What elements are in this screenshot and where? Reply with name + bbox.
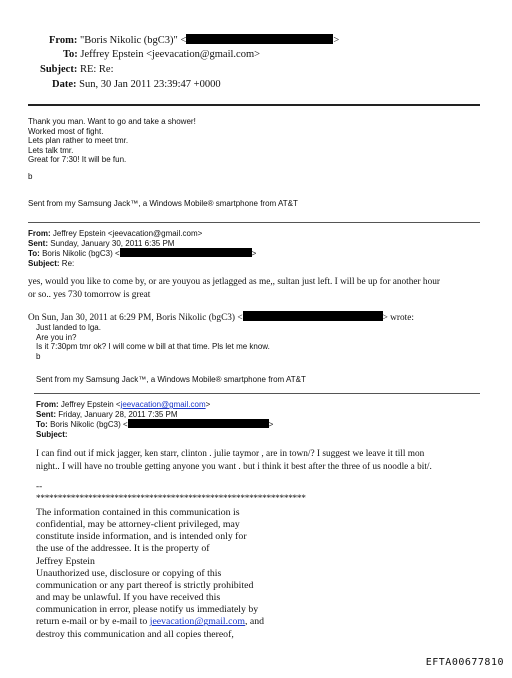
quoted1-from-row bbox=[28, 229, 256, 239]
quoted3-from-label: From: bbox=[36, 400, 59, 409]
quoted1-sent-label: Sent: bbox=[28, 238, 48, 248]
header-date-label: Date: bbox=[52, 79, 77, 90]
disclaimer-line: The information contained in this communication is bbox=[36, 507, 240, 518]
quoted1-subject-label: Subject: bbox=[28, 259, 60, 269]
quoted2-line: b bbox=[36, 351, 41, 361]
quoted3-sent-row bbox=[36, 410, 273, 420]
signature-dashes: -- bbox=[36, 482, 43, 492]
quoted1-subject-value: Re: bbox=[61, 259, 75, 269]
quoted2-line: Just landed to lga. bbox=[36, 323, 101, 332]
redaction-bar bbox=[186, 34, 333, 44]
quoted2-intro-text: On Sun, Jan 30, 2011 at 6:29 PM, Boris Nikolic (bgC3) < bbox=[28, 313, 243, 323]
quoted3-to-row bbox=[36, 419, 273, 430]
quote-divider-1 bbox=[28, 222, 480, 223]
header-from-value: "Boris Nikolic (bgC3)" < bbox=[80, 35, 187, 46]
quoted3-from-close: > bbox=[205, 400, 211, 409]
quoted3-subject-row bbox=[36, 430, 273, 440]
header-date-row bbox=[52, 79, 221, 90]
reply-signature: Sent from my Samsung Jack™, a Windows Mobile® smartphone from AT&T bbox=[28, 199, 298, 208]
header-subject-value: RE: Re: bbox=[79, 64, 114, 75]
quoted1-to-label: To: bbox=[28, 249, 40, 259]
quoted3-to-value: Boris Nikolic (bgC3) < bbox=[50, 420, 128, 430]
redaction-bar bbox=[243, 311, 383, 321]
redaction-bar bbox=[120, 248, 252, 257]
quoted2-line: Are you in? bbox=[36, 332, 77, 342]
quoted3-body bbox=[36, 448, 432, 473]
header-from-row bbox=[49, 34, 339, 46]
quoted1-body-line: yes, would you like to come by, or are youyou as jetlagged as me,, sultan just left. I will be up for another hour bbox=[28, 277, 440, 287]
quoted3-to-label: To: bbox=[36, 420, 48, 430]
quoted3-from-link[interactable]: jeevacation@gmail.com bbox=[120, 400, 206, 409]
quoted1-body bbox=[28, 276, 440, 301]
header-from-label: From: bbox=[49, 35, 78, 46]
reply-line: Lets talk tmr. bbox=[28, 145, 74, 155]
quoted3-sent-label: Sent: bbox=[36, 409, 56, 419]
header-subject-label: Subject: bbox=[40, 64, 78, 75]
reply-body bbox=[28, 117, 196, 165]
quoted1-subject-row bbox=[28, 259, 256, 269]
header-subject-row bbox=[40, 64, 114, 75]
quoted1-sent-row bbox=[28, 239, 256, 249]
quote-divider-2 bbox=[34, 393, 480, 394]
quoted2-body bbox=[36, 323, 270, 361]
disclaimer-line: confidential, may be attorney-client privileged, may bbox=[36, 519, 240, 531]
quoted3-from-row bbox=[36, 400, 273, 410]
quoted2-intro-close: > wrote: bbox=[382, 313, 414, 323]
quoted3-from-value: Jeffrey Epstein < bbox=[60, 400, 121, 409]
disclaimer-return-suffix: , and bbox=[244, 616, 265, 628]
quoted2-intro bbox=[28, 311, 414, 323]
disclaimer-line: communication in error, please notify us immediately by bbox=[36, 604, 259, 616]
quoted3-subject-label: Subject: bbox=[36, 430, 68, 440]
quoted1-to-value: Boris Nikolic (bgC3) < bbox=[42, 249, 120, 259]
quoted3-to-close: > bbox=[268, 420, 274, 430]
disclaimer-line: Unauthorized use, disclosure or copying of this bbox=[36, 567, 222, 579]
quoted2-signature: Sent from my Samsung Jack™, a Windows Mobile® smartphone from AT&T bbox=[36, 375, 306, 384]
disclaimer-line: constitute inside information, and is intended only for bbox=[36, 531, 247, 543]
redaction-bar bbox=[128, 419, 269, 428]
disclaimer-line: communication or any part thereof is strictly prohibited bbox=[36, 579, 254, 591]
quoted1-body-line: or so.. yes 730 tomorrow is great bbox=[28, 289, 151, 300]
quoted1-header bbox=[28, 229, 256, 269]
quoted3-header bbox=[36, 400, 273, 440]
reply-line: Great for 7:30! It will be fun. bbox=[28, 155, 127, 165]
reply-line: Thank you man. Want to go and take a shower! bbox=[28, 117, 196, 126]
disclaimer-line: and may be unlawful. If you have received this bbox=[36, 592, 221, 604]
quoted1-to-row bbox=[28, 248, 256, 259]
header-divider bbox=[28, 104, 480, 106]
disclaimer-text bbox=[36, 507, 264, 641]
quoted3-body-line: night.. I will have no trouble getting anyone you want . but i think it best after the three of us noodle a bit/. bbox=[36, 461, 432, 472]
quoted1-to-close: > bbox=[251, 249, 257, 259]
quoted1-sent-value: Sunday, January 30, 2011 6:35 PM bbox=[50, 238, 175, 248]
disclaimer-line: destroy this communication and all copies thereof, bbox=[36, 628, 234, 640]
disclaimer-stars: ************************************************************** bbox=[36, 494, 306, 504]
header-to-row bbox=[63, 49, 260, 60]
reply-line: Worked most of fight. bbox=[28, 126, 104, 136]
header-from-close: > bbox=[333, 35, 340, 46]
header-to-value: Jeffrey Epstein <jeevacation@gmail.com> bbox=[80, 49, 261, 60]
quoted3-sent-value: Friday, January 28, 2011 7:35 PM bbox=[58, 409, 178, 419]
quoted3-body-line: I can find out if mick jagger, ken starr, clinton . julie taymor , are in town/? I suggest we leave it till mon bbox=[36, 449, 425, 459]
header-date-value: Sun, 30 Jan 2011 23:39:47 +0000 bbox=[79, 79, 221, 90]
document-id: EFTA00677810 bbox=[425, 657, 504, 668]
quoted2-line: Is it 7:30pm tmr ok? I will come w bill at that time. Pls let me know. bbox=[36, 342, 270, 352]
quoted1-from-label: From: bbox=[28, 229, 51, 238]
disclaimer-email-link[interactable]: jeevacation@gmail.com bbox=[149, 616, 245, 628]
header-to-label: To: bbox=[63, 49, 78, 60]
quoted1-from-value: Jeffrey Epstein <jeevacation@gmail.com> bbox=[52, 229, 203, 238]
reply-initial: b bbox=[28, 172, 33, 181]
disclaimer-line: the use of the addressee. It is the property of bbox=[36, 543, 210, 555]
reply-line: Lets plan rather to meet tmr. bbox=[28, 136, 129, 146]
disclaimer-line: Jeffrey Epstein bbox=[36, 555, 95, 567]
disclaimer-return-prefix: return e-mail or by e-mail to bbox=[36, 616, 150, 628]
disclaimer-return-line bbox=[36, 616, 264, 628]
